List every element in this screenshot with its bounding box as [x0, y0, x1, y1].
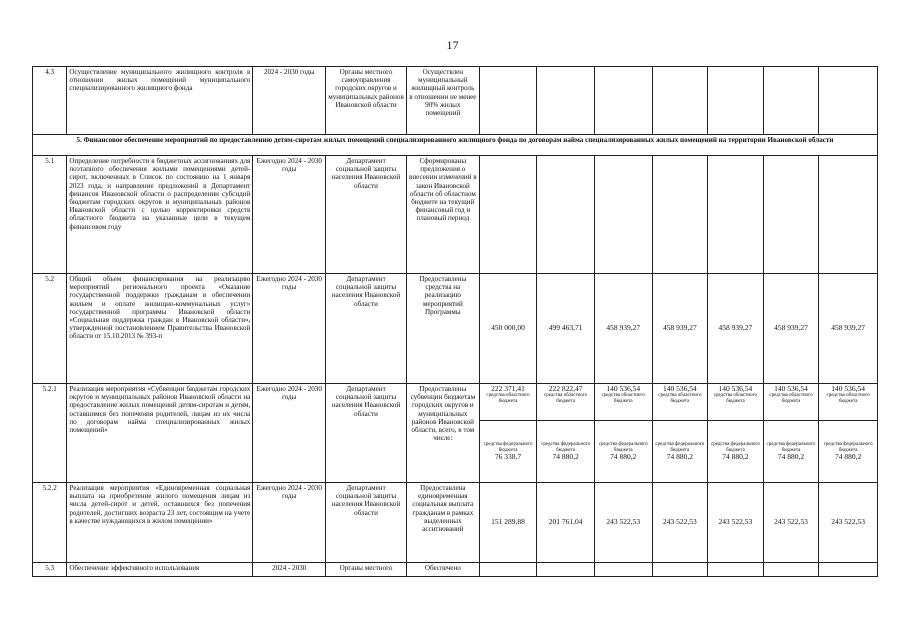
- regional-amount-cell: [652, 384, 708, 421]
- page-number: 17: [446, 38, 459, 52]
- table-row: [33, 156, 878, 274]
- federal-amount-cell: [537, 421, 595, 483]
- empty-cell: [708, 67, 764, 135]
- regional-amount: 140 536,54: [718, 384, 753, 393]
- regional-amount-cell: [819, 384, 878, 421]
- row-name: Общий объем финансирования на реализацию мероприятий регионального проекта «Оказание государственной поддержки гражданам в обеспечении жильем и оплате жилищно-коммунальных услуг» государственной программы Ивановской области «Социальная поддержка граждан в Ивановской области», утвержденной постановлением Правительства Ивановской области от 15.10.2013 № 393-п: [67, 274, 253, 384]
- empty-cell: [594, 156, 652, 274]
- row-result: Предоставлены средства на реализацию мероприятий Программы: [406, 274, 479, 384]
- federal-label: средства федерального бюджета: [655, 441, 705, 453]
- row-number: 5.1: [33, 156, 67, 274]
- regional-label: средства областного бюджета: [769, 393, 813, 404]
- empty-cell: [537, 156, 595, 274]
- amount-cell: 243 522,53: [594, 483, 652, 563]
- regional-amount-cell: [708, 384, 764, 421]
- table-row: [33, 384, 878, 421]
- amount-cell: 201 761,04: [537, 483, 595, 563]
- amount-cell: 458 939,27: [594, 274, 652, 384]
- federal-amount-cell: [594, 421, 652, 483]
- row-executor: Органы местного: [326, 563, 407, 577]
- empty-cell: [479, 67, 537, 135]
- section-header-row: [33, 135, 878, 156]
- empty-cell: [819, 563, 878, 577]
- row-number: 5.2.1: [33, 384, 67, 483]
- row-number: 5.2.2: [33, 483, 67, 563]
- regional-label: средства областного бюджета: [544, 393, 588, 404]
- regional-amount-cell: [479, 384, 537, 421]
- row-number: 4.3: [33, 67, 67, 135]
- amount-cell: 458 939,27: [763, 274, 819, 384]
- regional-amount-cell: [594, 384, 652, 421]
- row-result: Предоставлены субвенции бюджетам городских округов и муниципальных районов Ивановской области, всего, в том числе:: [406, 384, 479, 483]
- amount-cell: 243 522,53: [708, 483, 764, 563]
- row-executor: Департамент социальной защиты населения Ивановской области: [326, 483, 407, 563]
- regional-label: средства областного бюджета: [713, 393, 758, 404]
- table-row: [33, 483, 878, 563]
- empty-cell: [594, 563, 652, 577]
- federal-amount: 74 880,2: [666, 452, 693, 462]
- federal-amount-cell: [479, 421, 537, 483]
- table-row: [33, 67, 878, 135]
- regional-label: средства областного бюджета: [601, 393, 645, 404]
- federal-label: средства федерального бюджета: [766, 441, 816, 453]
- row-name: Определение потребности в бюджетных ассигнованиях для поэтапного обеспечения жилыми помещениями детей-сирот, включенных в Список по состоянию на 1 января 2023 года, и направление предложений в Департамент финансов Ивановской области о распределении субсидий бюджетам городских округов и муниципальных районов Ивановской области с целью корректировки средств областного бюджета на указанные цели в текущем финансовом году: [67, 156, 253, 274]
- amount-cell: 151 289,88: [479, 483, 537, 563]
- federal-label: средства федерального бюджета: [483, 441, 533, 453]
- row-result: Предоставлена единовременная социальная выплата гражданам в рамках выделенных ассигнований: [406, 483, 479, 563]
- amount-cell: 458 939,27: [708, 274, 764, 384]
- regional-amount: 222 371,41: [491, 384, 525, 393]
- row-period: Ежегодно 2024 - 2030 годы: [253, 156, 326, 274]
- amount-cell: 450 000,00: [479, 274, 537, 384]
- regional-amount: 222 822,47: [548, 384, 583, 393]
- amount-cell: 458 939,27: [819, 274, 878, 384]
- regional-label: средства областного бюджета: [486, 393, 530, 404]
- row-period: 2024 - 2030: [253, 563, 326, 577]
- empty-cell: [708, 156, 764, 274]
- row-executor: Департамент социальной защиты населения Ивановской области: [326, 156, 407, 274]
- federal-amount: 76 338,7: [494, 452, 522, 462]
- row-name: Обеспечение эффективного использования: [67, 563, 253, 577]
- row-executor: Департамент социальной защиты населения Ивановской области: [326, 274, 407, 384]
- regional-amount: 140 536,54: [606, 384, 641, 393]
- federal-amount: 74 880,2: [552, 452, 579, 462]
- empty-cell: [479, 156, 537, 274]
- federal-amount: 74 880,2: [610, 452, 637, 462]
- empty-cell: [537, 563, 595, 577]
- federal-label: средства федерального бюджета: [541, 441, 591, 453]
- row-result: Осуществлен муниципальный жилищный контроль в отношении не менее 90% жилых помещений: [406, 67, 479, 135]
- amount-cell: 499 463,71: [537, 274, 595, 384]
- federal-amount: 74 880,2: [777, 452, 805, 462]
- row-name: Реализация мероприятия «Субвенции бюджетам городских округов и муниципальных районов Ивановской области на предоставление жилых помещений детям-сиротам и детям, оставшимся без попечения родителей, лицам из их числа по договорам найма специализированных жилых помещений»: [67, 384, 253, 483]
- row-period: 2024 - 2030 годы: [253, 67, 326, 135]
- federal-label: средства федерального бюджета: [710, 441, 760, 453]
- row-name: Осуществление муниципального жилищного контроля в отношении жилых помещений муниципального специализированного жилищного фонда: [67, 67, 253, 135]
- empty-cell: [652, 67, 708, 135]
- federal-amount: 74 880,2: [835, 452, 862, 462]
- empty-cell: [763, 156, 819, 274]
- row-result: Обеспечено: [406, 563, 479, 577]
- regional-amount-cell: [537, 384, 595, 421]
- table-row: [33, 274, 878, 384]
- empty-cell: [763, 67, 819, 135]
- program-table: [32, 66, 878, 577]
- empty-cell: [479, 563, 537, 577]
- row-period: Ежегодно 2024 - 2030 годы: [253, 483, 326, 563]
- amount-cell: 243 522,53: [652, 483, 708, 563]
- federal-amount-cell: [708, 421, 764, 483]
- federal-amount-cell: [819, 421, 878, 483]
- table-row: [33, 563, 878, 577]
- empty-cell: [763, 563, 819, 577]
- regional-label: средства областного бюджета: [658, 393, 702, 404]
- row-executor: Департамент социальной защиты населения Ивановской области: [326, 384, 407, 483]
- empty-cell: [652, 156, 708, 274]
- federal-label: средства федерального бюджета: [823, 441, 873, 453]
- section-title: 5. Финансовое обеспечение мероприятий по предоставлению детям-сиротам жилых помещений специализированного жилищного фонда по договорам найма специализированных жилых помещений на территории Ивановской области: [33, 135, 878, 156]
- federal-amount: 74 880,2: [722, 452, 749, 462]
- federal-amount-cell: [652, 421, 708, 483]
- row-number: 5.3: [33, 563, 67, 577]
- amount-cell: 243 522,53: [819, 483, 878, 563]
- regional-amount: 140 536,54: [662, 384, 697, 393]
- empty-cell: [594, 67, 652, 135]
- row-number: 5.2: [33, 274, 67, 384]
- regional-label: средства областного бюджета: [826, 393, 870, 404]
- row-name: Реализация мероприятия «Единовременная социальная выплата на приобретение жилого помещения лицам из числа детей-сирот и детей, оставшихся без попечения родителей, достигших возраста 23 лет, состоящим на учете в качестве нуждающихся в жилом помещении»: [67, 483, 253, 563]
- regional-amount: 140 536,54: [831, 384, 866, 393]
- empty-cell: [819, 156, 878, 274]
- row-result: Сформированы предложения о внесении изменений в закон Ивановской области об областном бюджете на текущий финансовый год и плановый период: [406, 156, 479, 274]
- regional-amount-cell: [763, 384, 819, 421]
- federal-amount-cell: [763, 421, 819, 483]
- row-executor: Органы местного самоуправления городских округов и муниципальных районов Ивановской области: [326, 67, 407, 135]
- amount-cell: 458 939,27: [652, 274, 708, 384]
- empty-cell: [537, 67, 595, 135]
- row-period: Ежегодно 2024 - 2030 годы: [253, 274, 326, 384]
- empty-cell: [652, 563, 708, 577]
- federal-label: средства федерального бюджета: [598, 441, 648, 453]
- empty-cell: [708, 563, 764, 577]
- row-period: Ежегодно 2024 - 2030 годы: [253, 384, 326, 483]
- regional-amount: 140 536,54: [774, 384, 808, 393]
- empty-cell: [819, 67, 878, 135]
- amount-cell: 243 522,53: [763, 483, 819, 563]
